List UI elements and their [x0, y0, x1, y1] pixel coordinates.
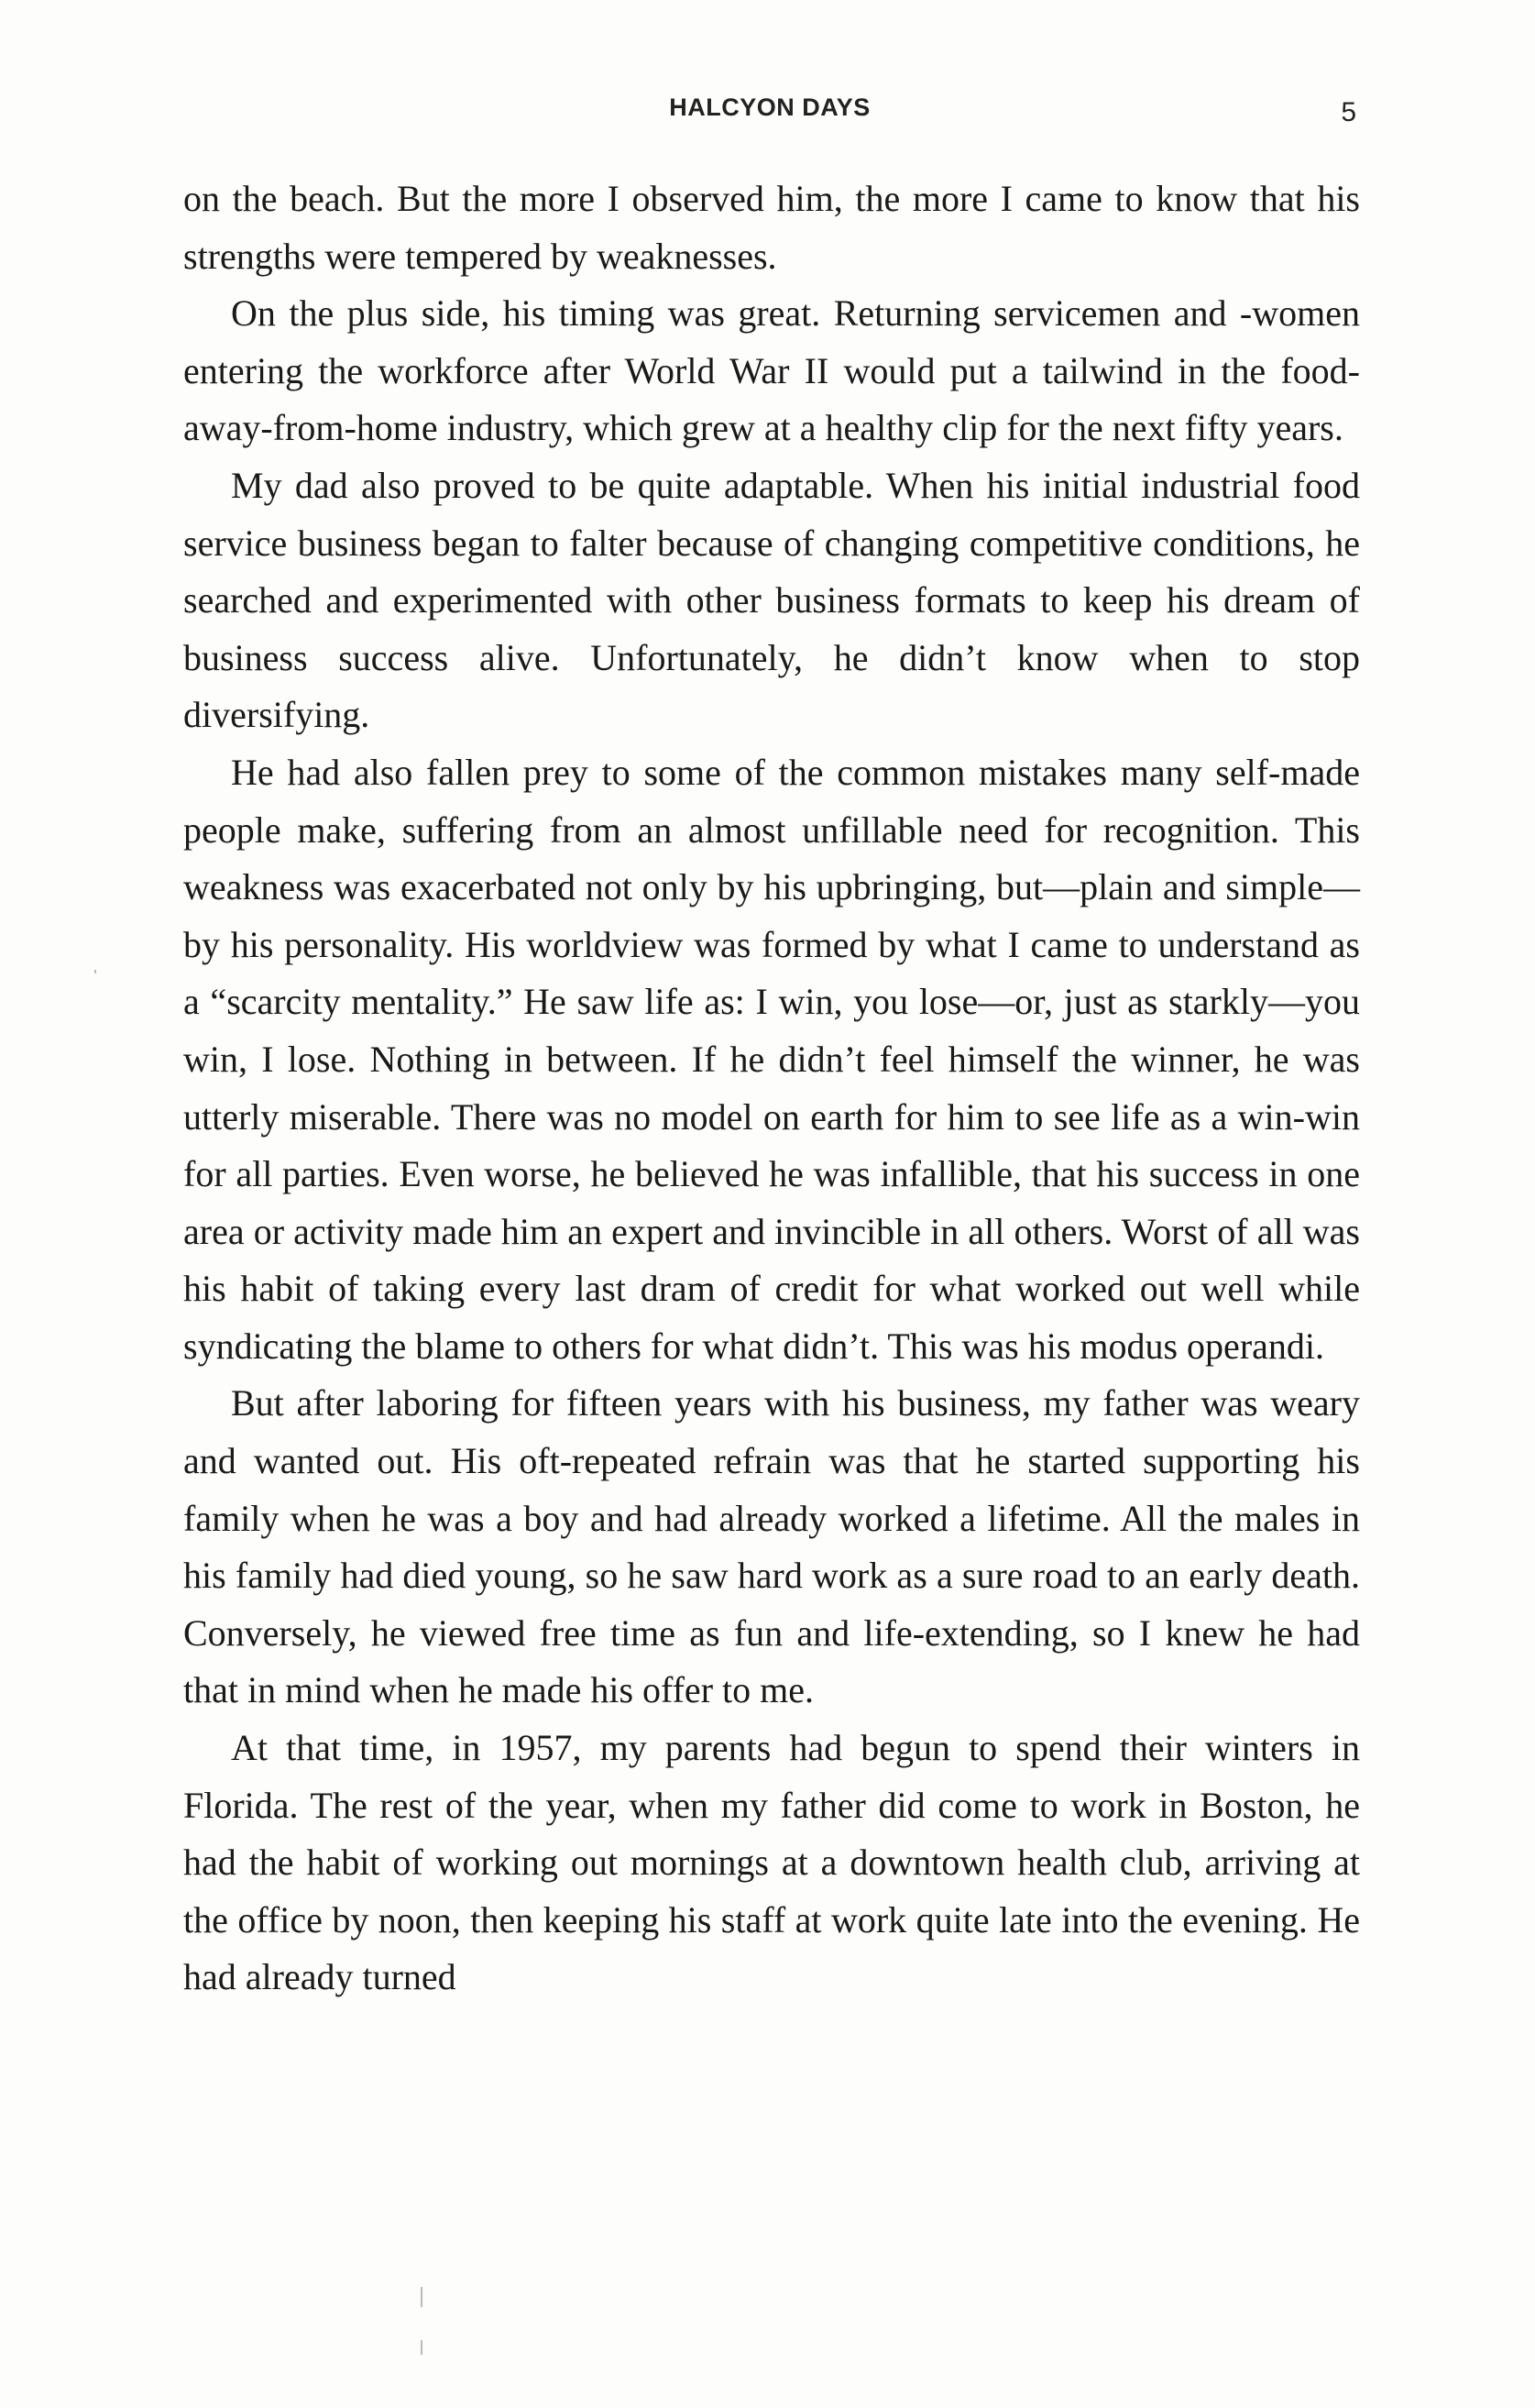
- scan-speck: [94, 970, 96, 973]
- running-head: [183, 93, 1356, 130]
- paragraph: On the plus side, his timing was great. Returning servicemen and -women entering the workforce after World War II would put a tailwind in the food-away-from-home industry, which grew at a healthy clip for the next fifty years.: [183, 292, 1360, 449]
- scan-speck: [421, 2287, 422, 2307]
- paragraph: My dad also proved to be quite adaptable. When his initial industrial food service business began to falter because of changing competitive conditions, he searched and experimented with other business formats to keep his dream of business success alive. Unfortunately, he didn’t know when to stop diversifying.: [183, 464, 1360, 736]
- scan-speck: [421, 2340, 422, 2355]
- paragraph: But after laboring for fifteen years with his business, my father was weary and wanted out. His oft-repeated refrain was that he started supporting his family when he was a boy and had already worked a lifetime. All the males in his family had died young, so he saw hard work as a sure road to an early death. Conversely, he viewed free time as fun and life-extending, so I knew he had that in mind when he made his offer to me.: [183, 1382, 1360, 1711]
- body-text: [183, 170, 1360, 2007]
- paragraph: He had also fallen prey to some of the common mistakes many self-made people make, suffering from an almost unfillable need for recognition. This weakness was exacerbated not only by his upbringing, but—plain and simple—by his personality. His worldview was formed by what I came to understand as a “scarcity mentality.” He saw life as: I win, you lose—or, just as starkly—you win, I lose. Nothing in between. If he didn’t feel himself the winner, he was utterly miserable. There was no model on earth for him to see life as a win-win for all parties. Even worse, he believed he was infallible, that his success in one area or activity made him an expert and invincible in all others. Worst of all was his habit of taking every last dram of credit for what worked out well while syndicating the blame to others for what didn’t. This was his modus operandi.: [183, 751, 1360, 1367]
- paragraph-continued: on the beach. But the more I observed him, the more I came to know that his strengths were tempered by weaknesses.: [183, 178, 1360, 277]
- paragraph: At that time, in 1957, my parents had begun to spend their winters in Florida. The rest of the year, when my father did come to work in Boston, he had the habit of working out mornings at a downtown health club, arriving at the office by noon, then keeping his staff at work quite late into the evening. He had already turned: [183, 1727, 1360, 1998]
- page-number: 5: [1341, 97, 1356, 127]
- running-title: HALCYON DAYS: [669, 93, 871, 121]
